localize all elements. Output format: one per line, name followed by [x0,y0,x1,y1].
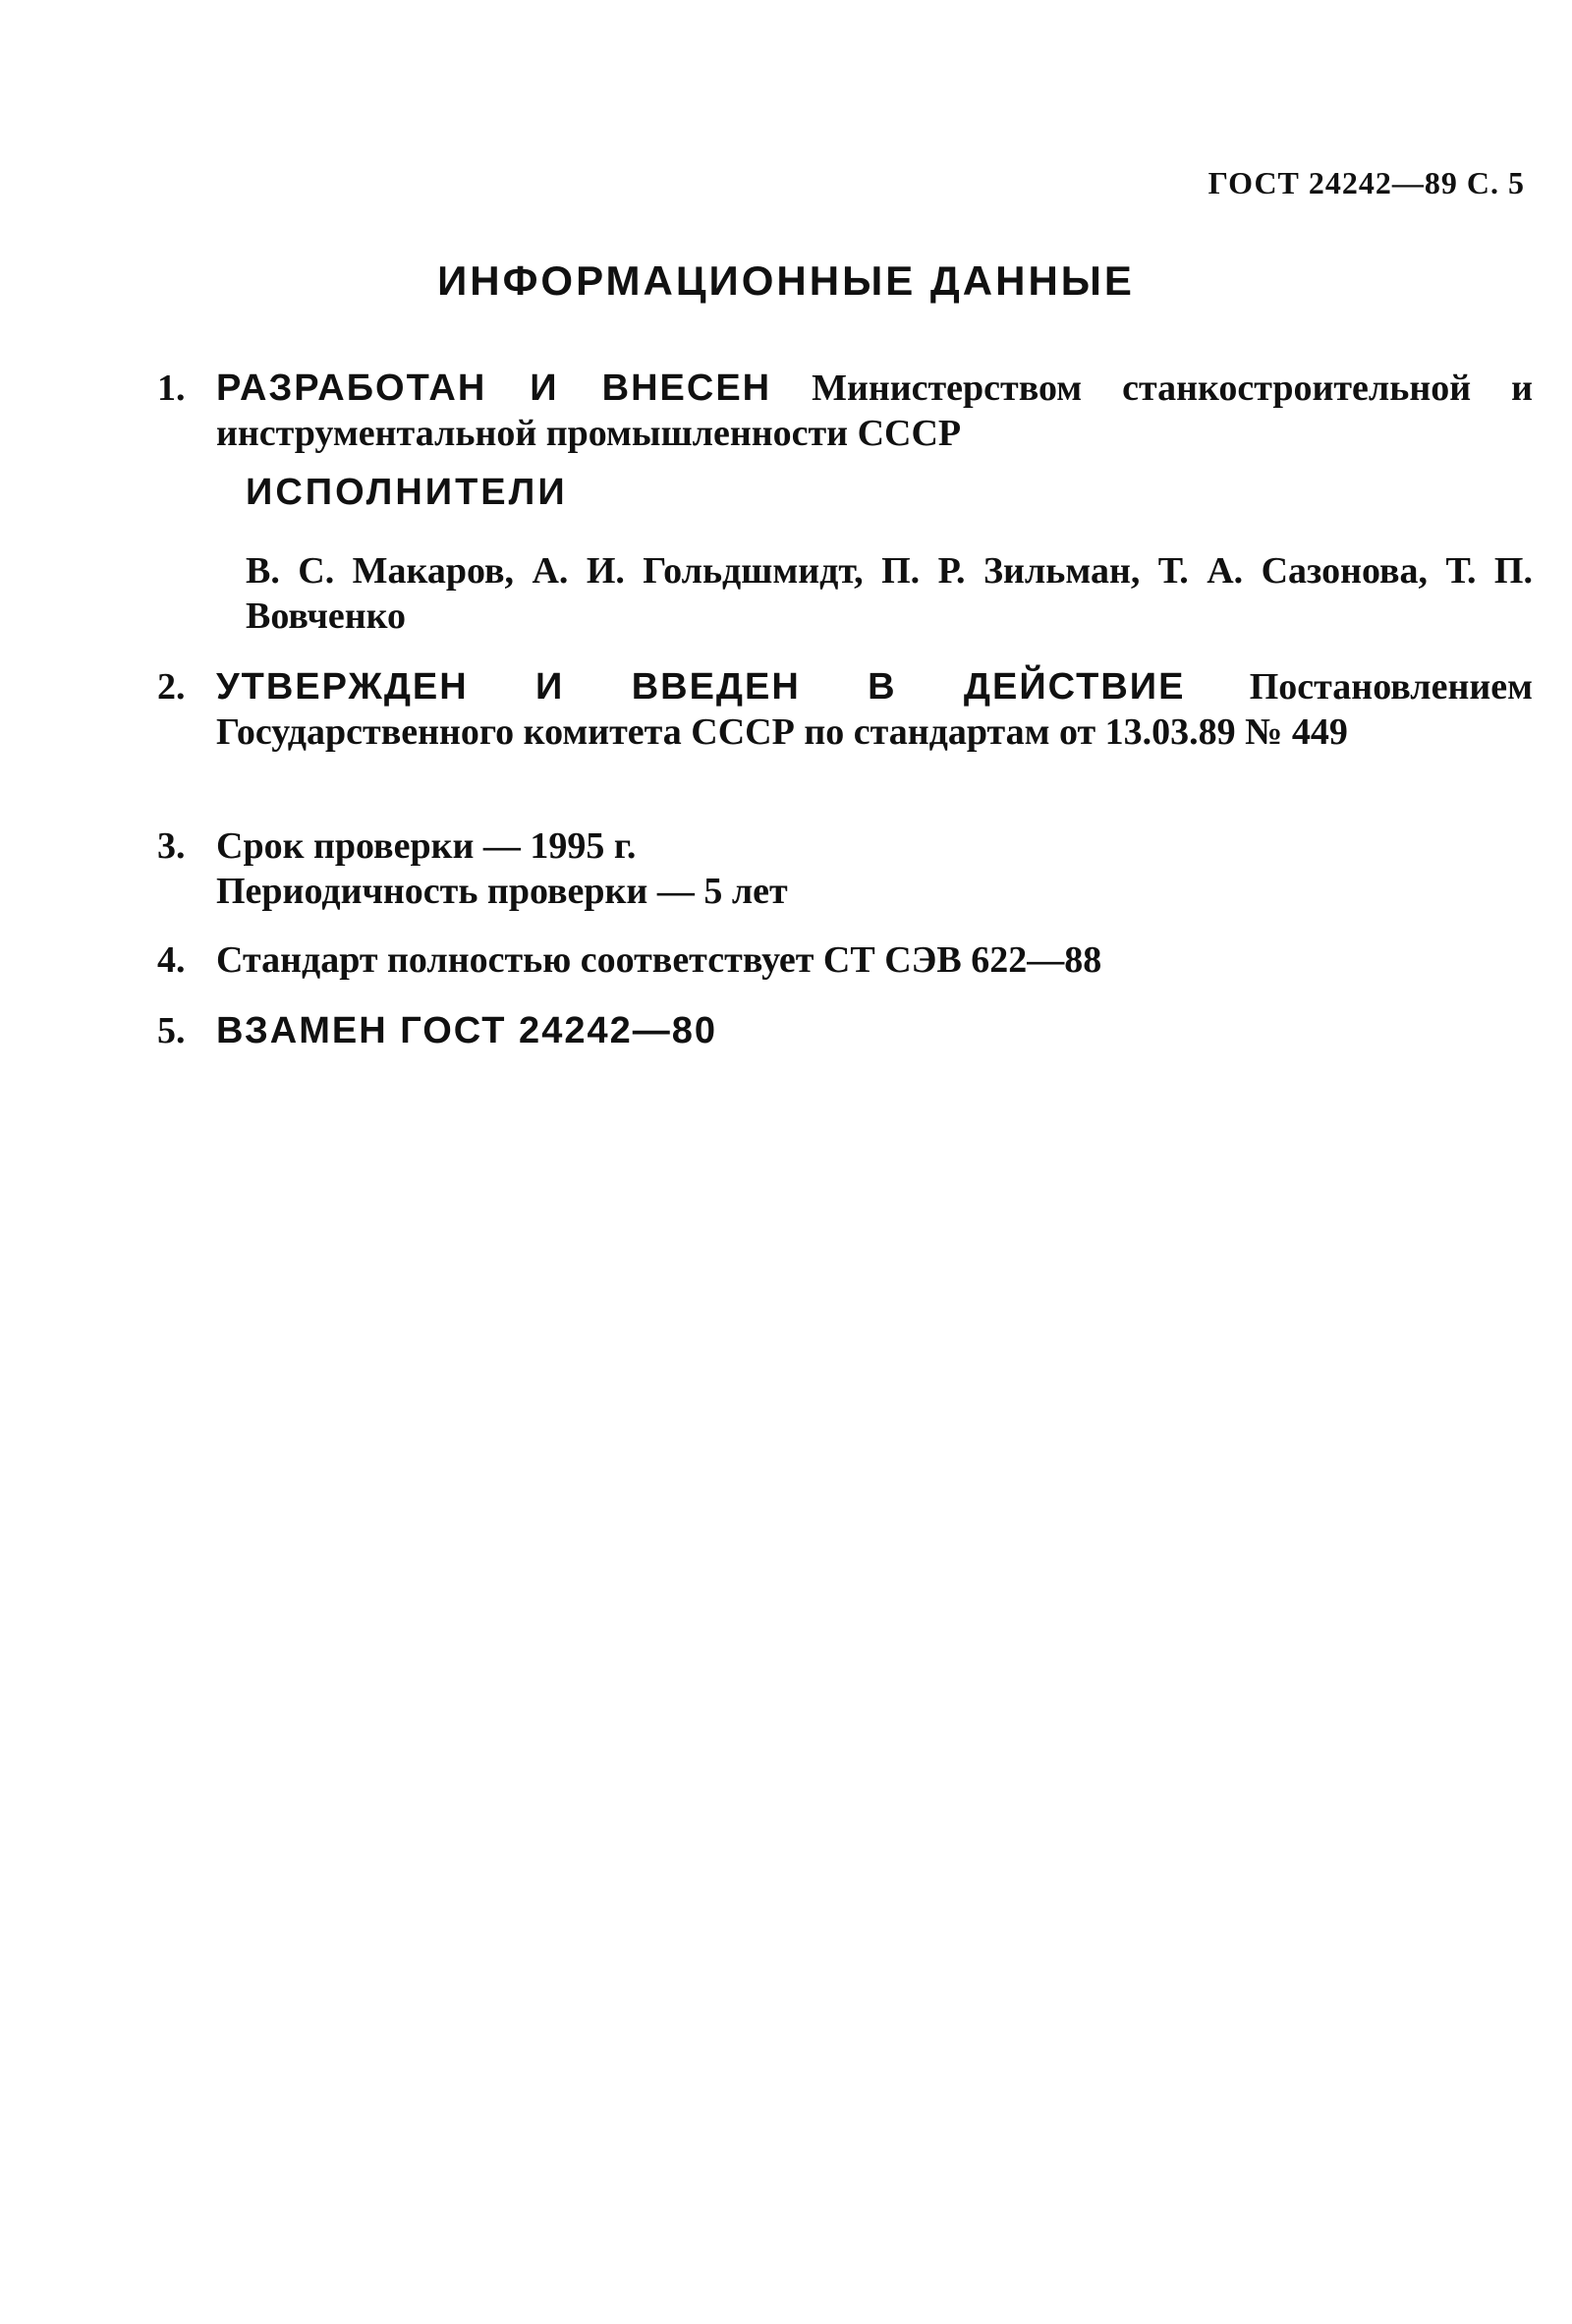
executors-heading: ИСПОЛНИТЕЛИ [246,472,568,513]
item-text [216,366,1533,456]
list-item [157,664,1533,755]
item-number: 3. [157,825,186,867]
list-item [157,823,1533,914]
item-lead: УТВЕРЖДЕН И ВВЕДЕН В ДЕЙСТВИЕ [216,666,1186,708]
item-number: 1. [157,368,186,409]
item-line: Периодичность проверки — 5 лет [216,871,788,912]
item-lead: РАЗРАБОТАН И ВНЕСЕН [216,368,772,409]
item-text [216,823,1533,914]
item-text [216,1008,1533,1053]
item-lead: ВЗАМЕН ГОСТ 24242—80 [216,1010,717,1051]
executors-names: В. С. Макаров, А. И. Гольдшмидт, П. Р. Зильман, Т. А. Сазонова, Т. П. Вовченко [246,550,1533,637]
list-item [157,937,1533,983]
item-number: 4. [157,939,186,981]
item-body: Постановлением Государственного комитета СССР по стандартам от 13.03.89 № 449 [216,666,1533,753]
item-text [216,664,1533,755]
list-item [157,366,1533,456]
item-body: Стандарт полностью соответствует СТ СЭВ 622—88 [216,939,1102,981]
item-number: 5. [157,1010,186,1051]
item-text [216,937,1533,983]
item-number: 2. [157,666,186,708]
list-item [157,1008,1533,1053]
document-title: ИНФОРМАЦИОННЫЕ ДАННЫЕ [437,257,1135,304]
page-header: ГОСТ 24242—89 С. 5 [1207,165,1525,200]
item-body: Министерством станкостроительной и инструментальной промышленности СССР [216,368,1533,454]
item-line: Срок проверки — 1995 г. [216,825,637,867]
